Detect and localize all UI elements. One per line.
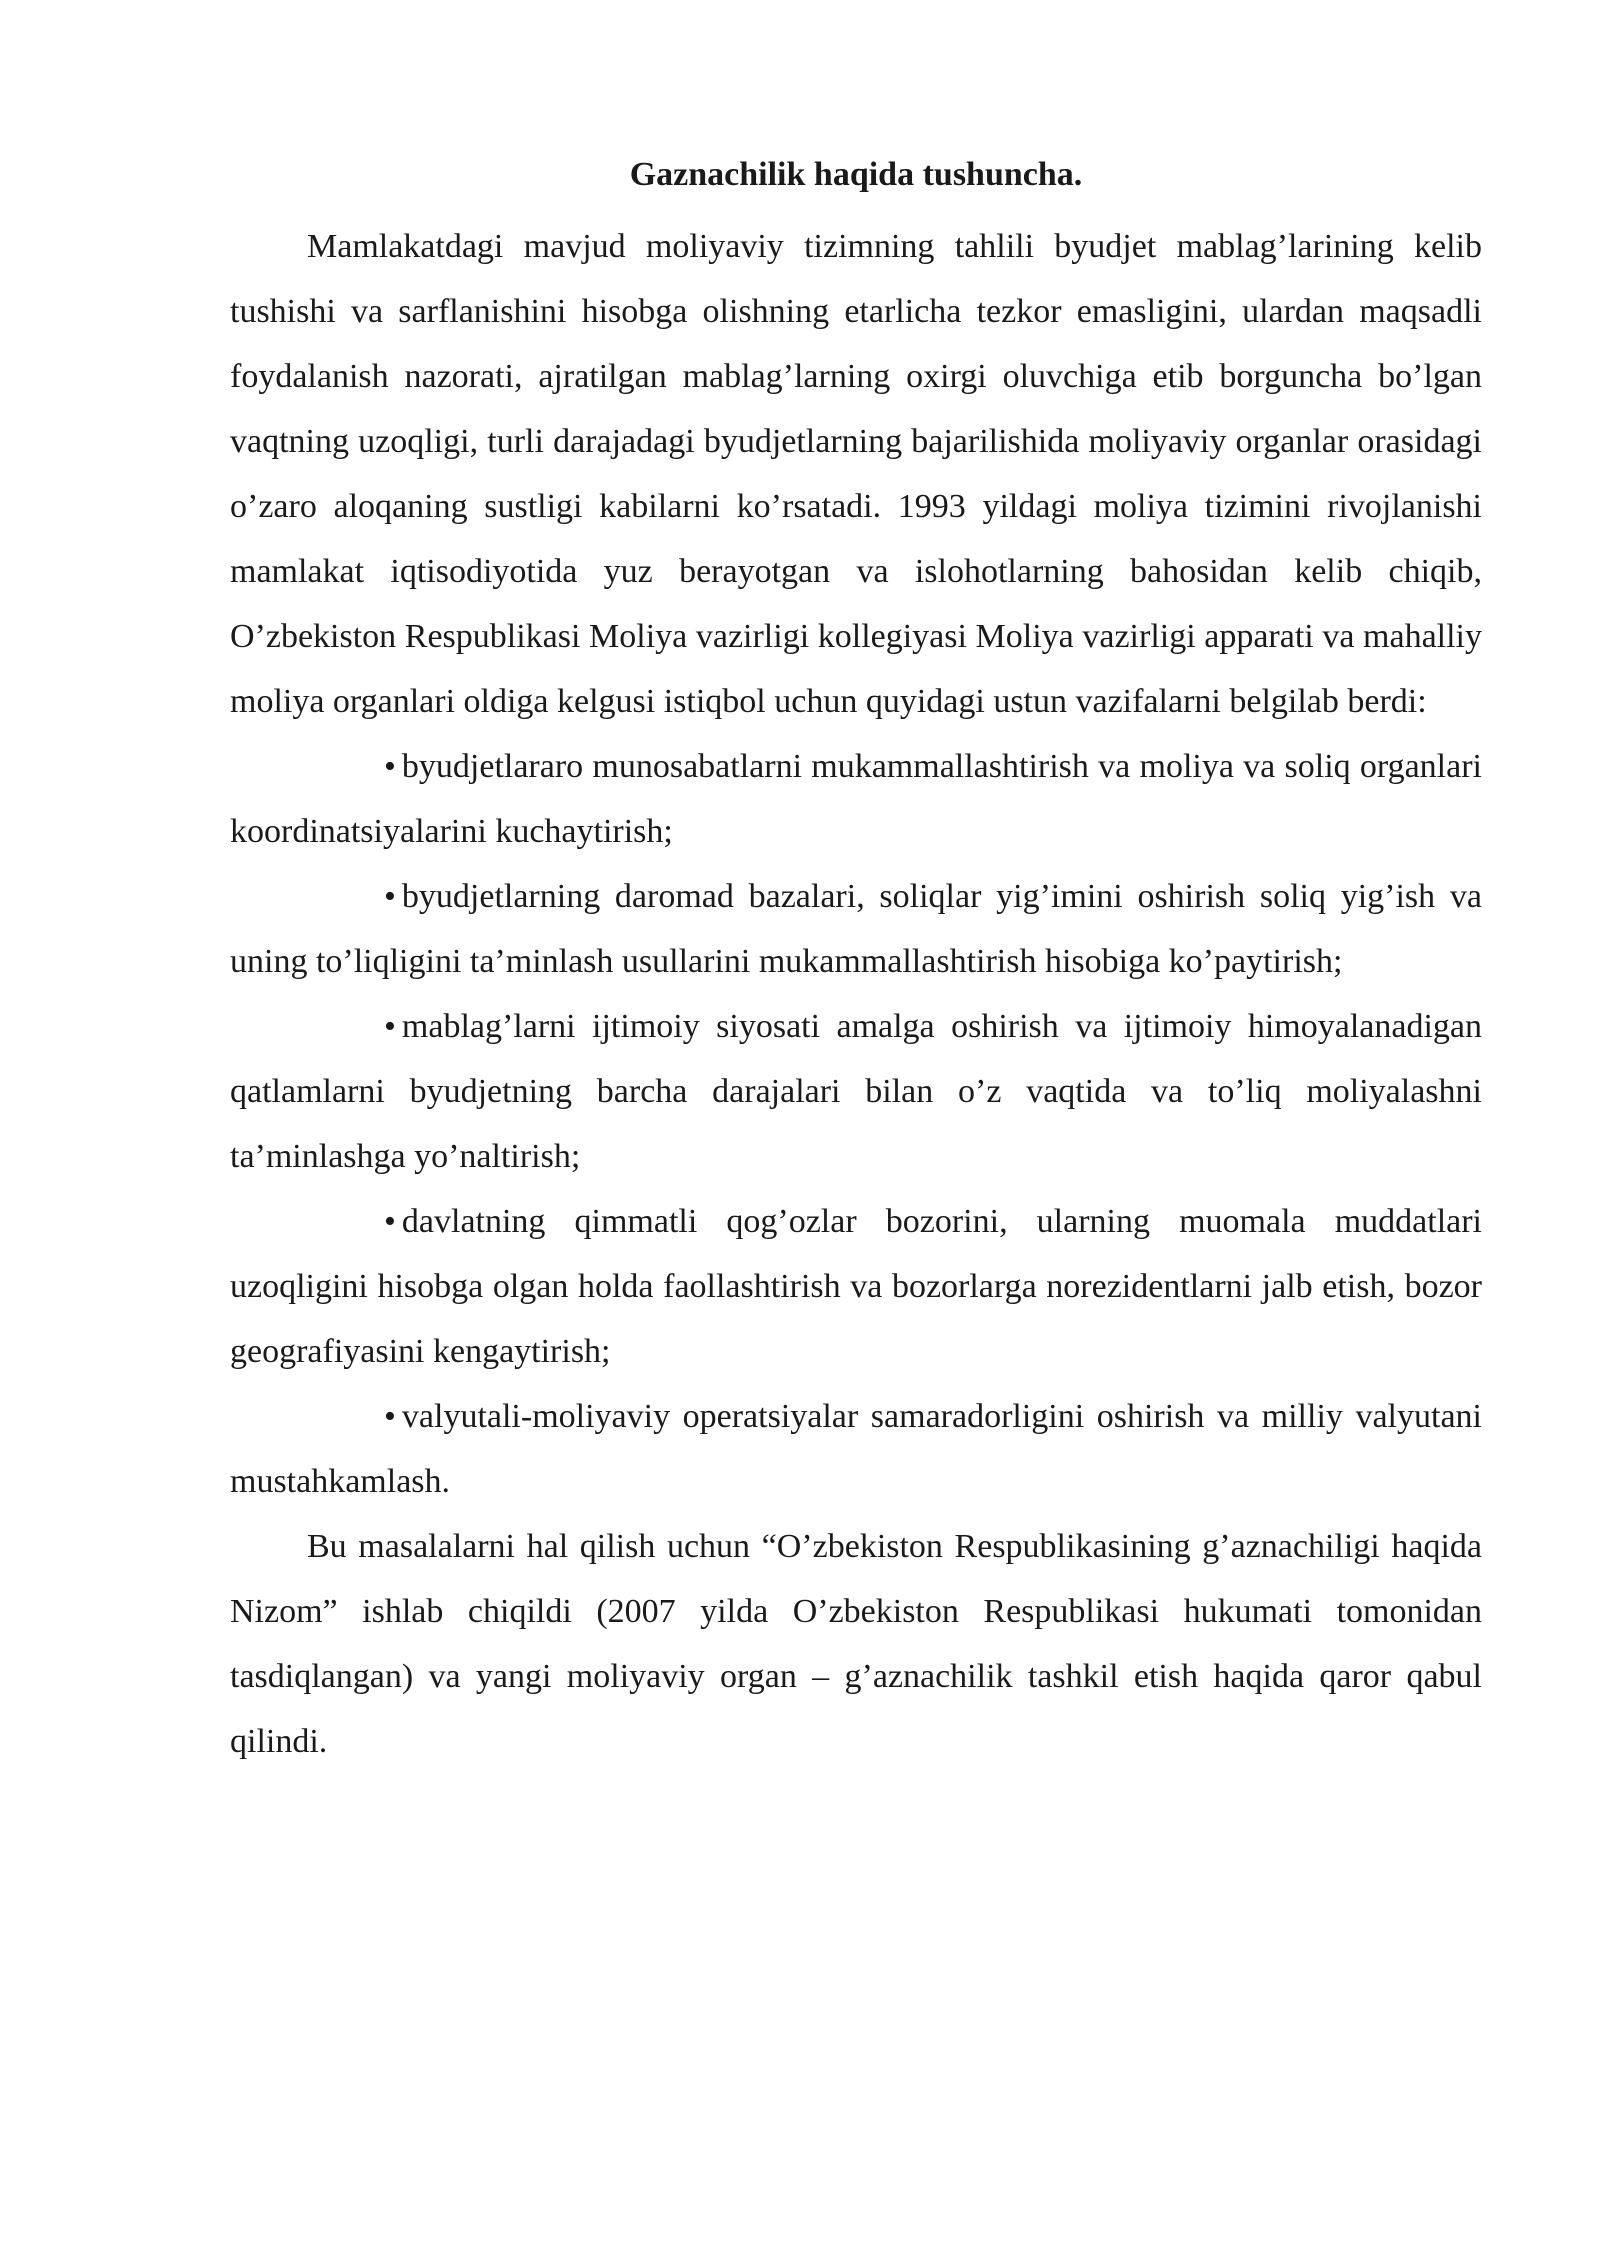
closing-paragraph: Bu masalalarni hal qilish uchun “O’zbekiston Respublikasining g’aznachiligi haqida Nizom” ishlab chiqildi (2007 yilda O’zbekiston Respublikasi hukumati tomonidan tasdiqlangan) va yangi moliyaviy organ – g’aznachilik tashkil etish haqida qaror qabul qilindi. [230, 1528, 1482, 1760]
intro-paragraph: Mamlakatdagi mavjud moliyaviy tizimning tahlili byudjet mablag’larining kelib tushishi va sarflanishini hisobga olishning etarlicha tezkor emasligini, ulardan maqsadli foydalanish nazorati, ajratilgan mablag’larning oxirgi oluvchiga etib borguncha bo’lgan vaqtning uzoqligi, turli darajadagi byudjetlarning bajarilishida moliyaviy organlar orasidagi o’zaro aloqaning sustligi kabilarni ko’rsatadi. 1993 yildagi moliya tizimini rivojlanishi mamlakat iqtisodiyotida yuz berayotgan va islohotlarning bahosidan kelib chiqib, O’zbekiston Respublikasi Moliya vazirligi kollegiyasi Moliya vazirligi apparati va mahalliy moliya organlari oldiga kelgusi istiqbol uchun quyidagi ustun vazifalarni belgilab berdi: [230, 228, 1482, 720]
bullet-icon: • [384, 1008, 396, 1045]
bullet-text: davlatning qimmatli qog’ozlar bozorini, ularning muomala muddatlari uzoqligini hisobga olgan holda faollashtirish va bozorlarga norezidentlarni jalb etish, bozor geografiyasini kengaytirish; [230, 1203, 1482, 1370]
bullet-icon: • [384, 1203, 396, 1240]
bullet-item-3 [230, 994, 1482, 1189]
bullet-icon: • [384, 1398, 396, 1435]
bullet-text: byudjetlarning daromad bazalari, soliqlar yig’imini oshirish soliq yig’ish va uning to’liqligini ta’minlash usullarini mukammallashtirish hisobiga ko’paytirish; [230, 878, 1482, 980]
bullet-item-1 [230, 734, 1482, 864]
bullet-text: valyutali-moliyaviy operatsiyalar samaradorligini oshirish va milliy valyutani mustahkamlash. [230, 1398, 1482, 1500]
bullet-icon: • [384, 878, 396, 915]
bullet-text: byudjetlararo munosabatlarni mukammallashtirish va moliya va soliq organlari koordinatsiyalarini kuchaytirish; [230, 748, 1482, 850]
document-title: Gaznachilik haqida tushuncha. [629, 156, 1083, 193]
bullet-icon: • [384, 748, 396, 785]
bullet-item-4 [230, 1189, 1482, 1384]
bullet-text: mablag’larni ijtimoiy siyosati amalga oshirish va ijtimoiy himoyalanadigan qatlamlarni byudjetning barcha darajalari bilan o’z vaqtida va to’liq moliyalashni ta’minlashga yo’naltirish; [230, 1008, 1482, 1175]
bullet-item-5 [230, 1384, 1482, 1514]
bullet-item-2 [230, 864, 1482, 994]
